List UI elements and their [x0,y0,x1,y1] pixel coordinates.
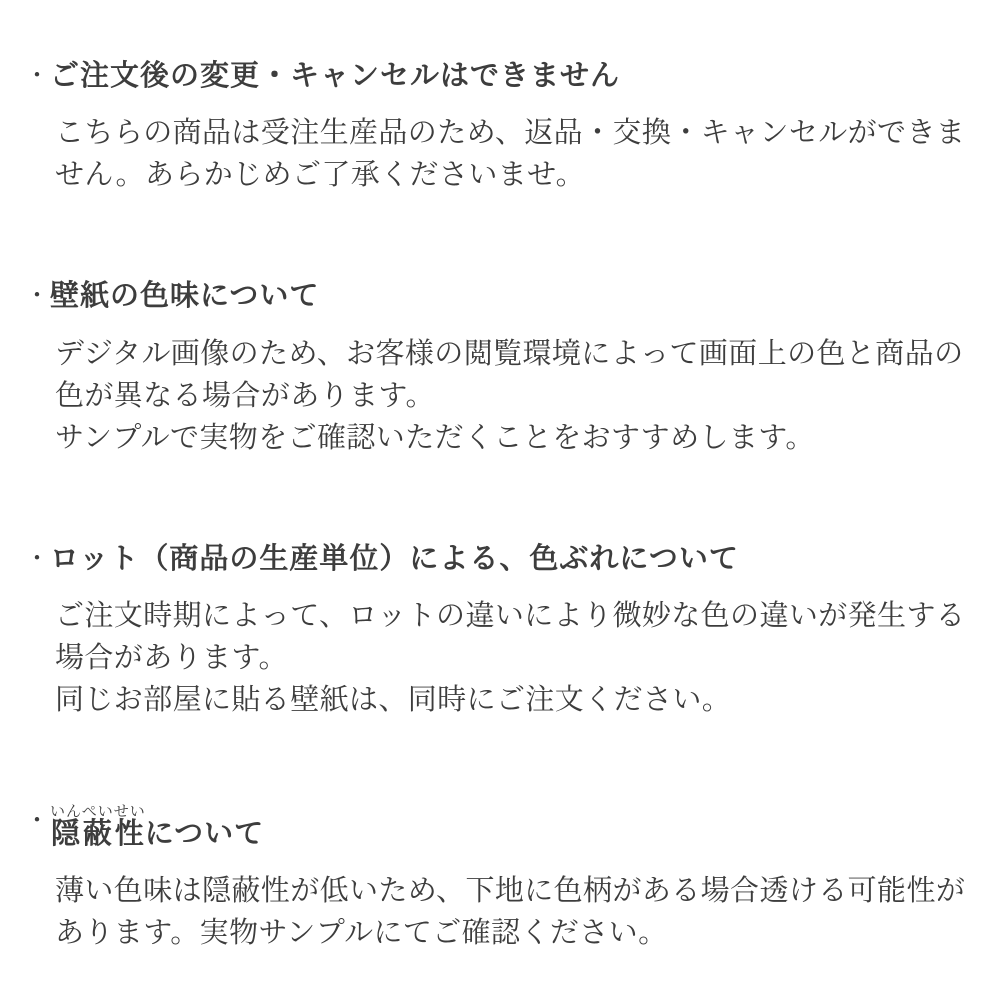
section-body [55,870,972,954]
section-heading-text: ご注文後の変更・キャンセルはできません [50,60,621,92]
ruby-furigana: いんぺいせい [50,802,146,820]
section-wallpaper-color [25,278,972,458]
body-paragraph: サンプルで実物をご確認いただくことをおすすめします。 [55,421,815,454]
section-opacity [25,803,972,954]
body-paragraph: 同じお部屋に貼る壁紙は、同時にご注文ください。 [55,683,732,716]
section-heading [25,541,972,577]
section-body [55,595,972,721]
section-lot-color-variation [25,541,972,721]
body-paragraph: ご注文時期によって、ロットの違いにより微妙な色の違いが発生する場合があります。 [55,599,966,674]
section-order-cancellation [25,58,972,196]
section-heading [25,278,972,314]
body-paragraph: 薄い色味は隠蔽性が低いため、下地に色柄がある場合透ける可能性があります。実物サンプルにてご確認ください。 [55,875,966,949]
bullet-icon: ・ [25,62,50,89]
bullet-icon: ・ [25,544,50,572]
section-body [55,333,972,459]
section-heading-text: 壁紙の色味について [50,280,320,313]
section-body [55,112,972,196]
ruby-base: 隠蔽性 [50,817,146,850]
bullet-icon: ・ [25,806,50,834]
section-heading [25,58,972,94]
heading-suffix: について [144,817,265,850]
section-heading [25,803,972,852]
body-paragraph: こちらの商品は受注生産品のため、返品・交換・キャンセルができません。あらかじめご了承くださいませ。 [55,117,966,192]
section-heading-text [50,803,972,852]
section-heading-text: ロット（商品の生産単位）による、色ぶれについて [50,542,739,575]
body-paragraph: デジタル画像のため、お客様の閲覧環境によって画面上の色と商品の色が異なる場合があります。 [55,337,964,412]
ruby-annotation [50,802,146,850]
bullet-icon: ・ [25,282,50,310]
